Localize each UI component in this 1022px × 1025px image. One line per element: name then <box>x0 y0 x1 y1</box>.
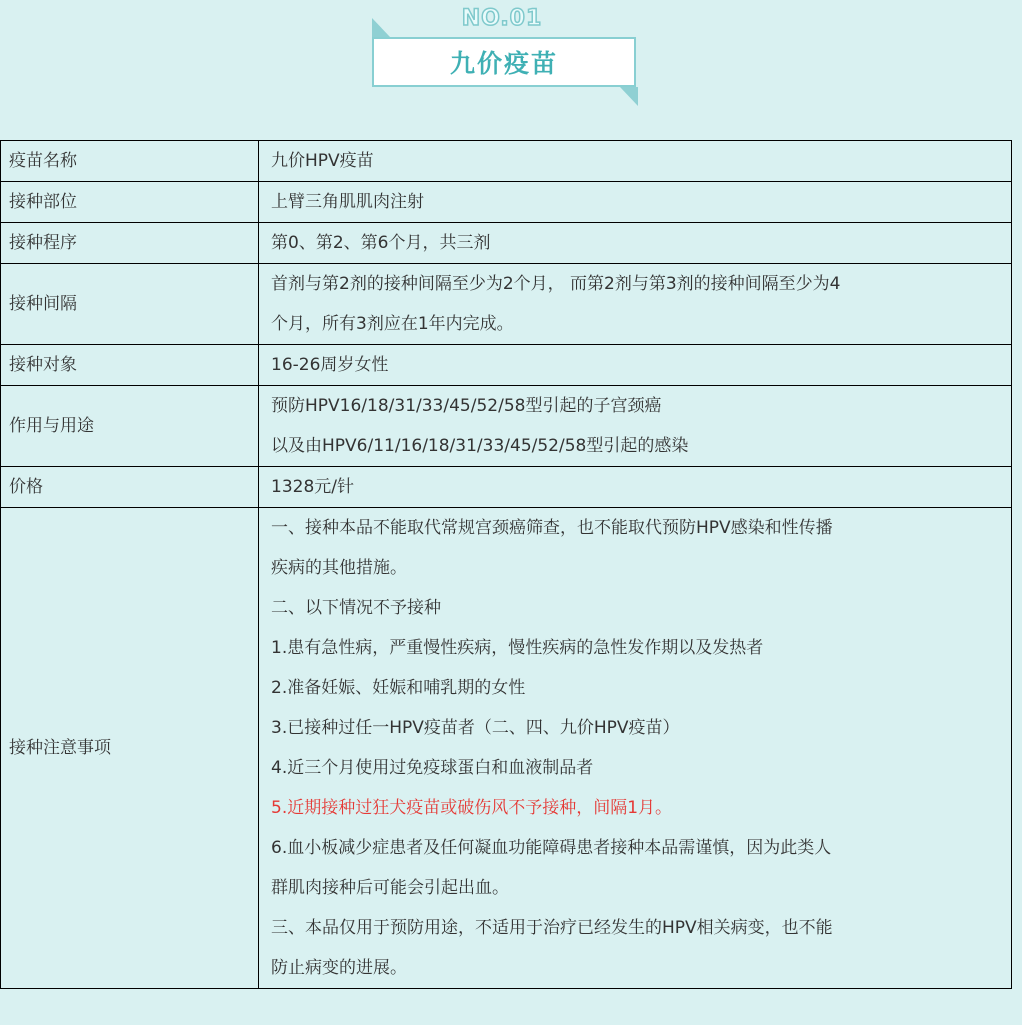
notes-line: 疾病的其他措施。 <box>271 558 407 578</box>
row-label-site: 接种部位 <box>1 182 259 223</box>
notes-line: 一、接种本品不能取代常规宫颈癌筛查，也不能取代预防HPV感染和性传播 <box>271 518 833 538</box>
interval-line: 个月，所有3剂应在1年内完成。 <box>271 314 514 334</box>
row-value-notes <box>259 508 1012 989</box>
row-value-target: 16-26周岁女性 <box>259 345 1012 386</box>
notes-line-highlight: 5.近期接种过狂犬疫苗或破伤风不予接种，间隔1月。 <box>271 798 673 818</box>
row-label-usage: 作用与用途 <box>1 386 259 467</box>
section-number: NO.01 <box>461 6 543 31</box>
section-title: 九价疫苗 <box>449 49 558 78</box>
table-row <box>1 223 1012 264</box>
notes-line: 6.血小板减少症患者及任何凝血功能障碍患者接种本品需谨慎，因为此类人 <box>271 838 832 858</box>
row-value-site: 上臂三角肌肌肉注射 <box>259 182 1012 223</box>
table-row <box>1 264 1012 345</box>
row-value-price: 1328元/针 <box>259 467 1012 508</box>
row-label-schedule: 接种程序 <box>1 223 259 264</box>
notes-line: 3.已接种过任一HPV疫苗者（二、四、九价HPV疫苗） <box>271 718 680 738</box>
row-value-name: 九价HPV疫苗 <box>259 141 1012 182</box>
title-box <box>372 37 636 87</box>
table-row <box>1 508 1012 989</box>
notes-line: 1.患有急性病，严重慢性疾病，慢性疾病的急性发作期以及发热者 <box>271 638 764 658</box>
table-row <box>1 345 1012 386</box>
table-row <box>1 467 1012 508</box>
row-label-interval: 接种间隔 <box>1 264 259 345</box>
table-row <box>1 386 1012 467</box>
interval-line: 首剂与第2剂的接种间隔至少为2个月， 而第2剂与第3剂的接种间隔至少为4 <box>271 274 841 294</box>
corner-decoration-bottom-right <box>620 87 638 106</box>
row-label-name: 疫苗名称 <box>1 141 259 182</box>
notes-line: 2.准备妊娠、妊娠和哺乳期的女性 <box>271 678 526 698</box>
table-row <box>1 182 1012 223</box>
notes-line: 二、以下情况不予接种 <box>271 598 441 618</box>
notes-line: 4.近三个月使用过免疫球蛋白和血液制品者 <box>271 758 594 778</box>
notes-line: 防止病变的进展。 <box>271 958 407 978</box>
vaccine-info-table <box>0 140 1012 989</box>
row-value-usage <box>259 386 1012 467</box>
row-label-notes: 接种注意事项 <box>1 508 259 989</box>
section-header <box>0 0 1022 120</box>
row-value-interval <box>259 264 1012 345</box>
usage-line: 以及由HPV6/11/16/18/31/33/45/52/58型引起的感染 <box>271 436 689 456</box>
corner-decoration-top-left <box>372 18 390 37</box>
row-label-price: 价格 <box>1 467 259 508</box>
table-row <box>1 141 1012 182</box>
row-label-target: 接种对象 <box>1 345 259 386</box>
usage-line: 预防HPV16/18/31/33/45/52/58型引起的子宫颈癌 <box>271 396 662 416</box>
row-value-schedule: 第0、第2、第6个月，共三剂 <box>259 223 1012 264</box>
notes-line: 三、本品仅用于预防用途，不适用于治疗已经发生的HPV相关病变，也不能 <box>271 918 833 938</box>
notes-line: 群肌肉接种后可能会引起出血。 <box>271 878 509 898</box>
